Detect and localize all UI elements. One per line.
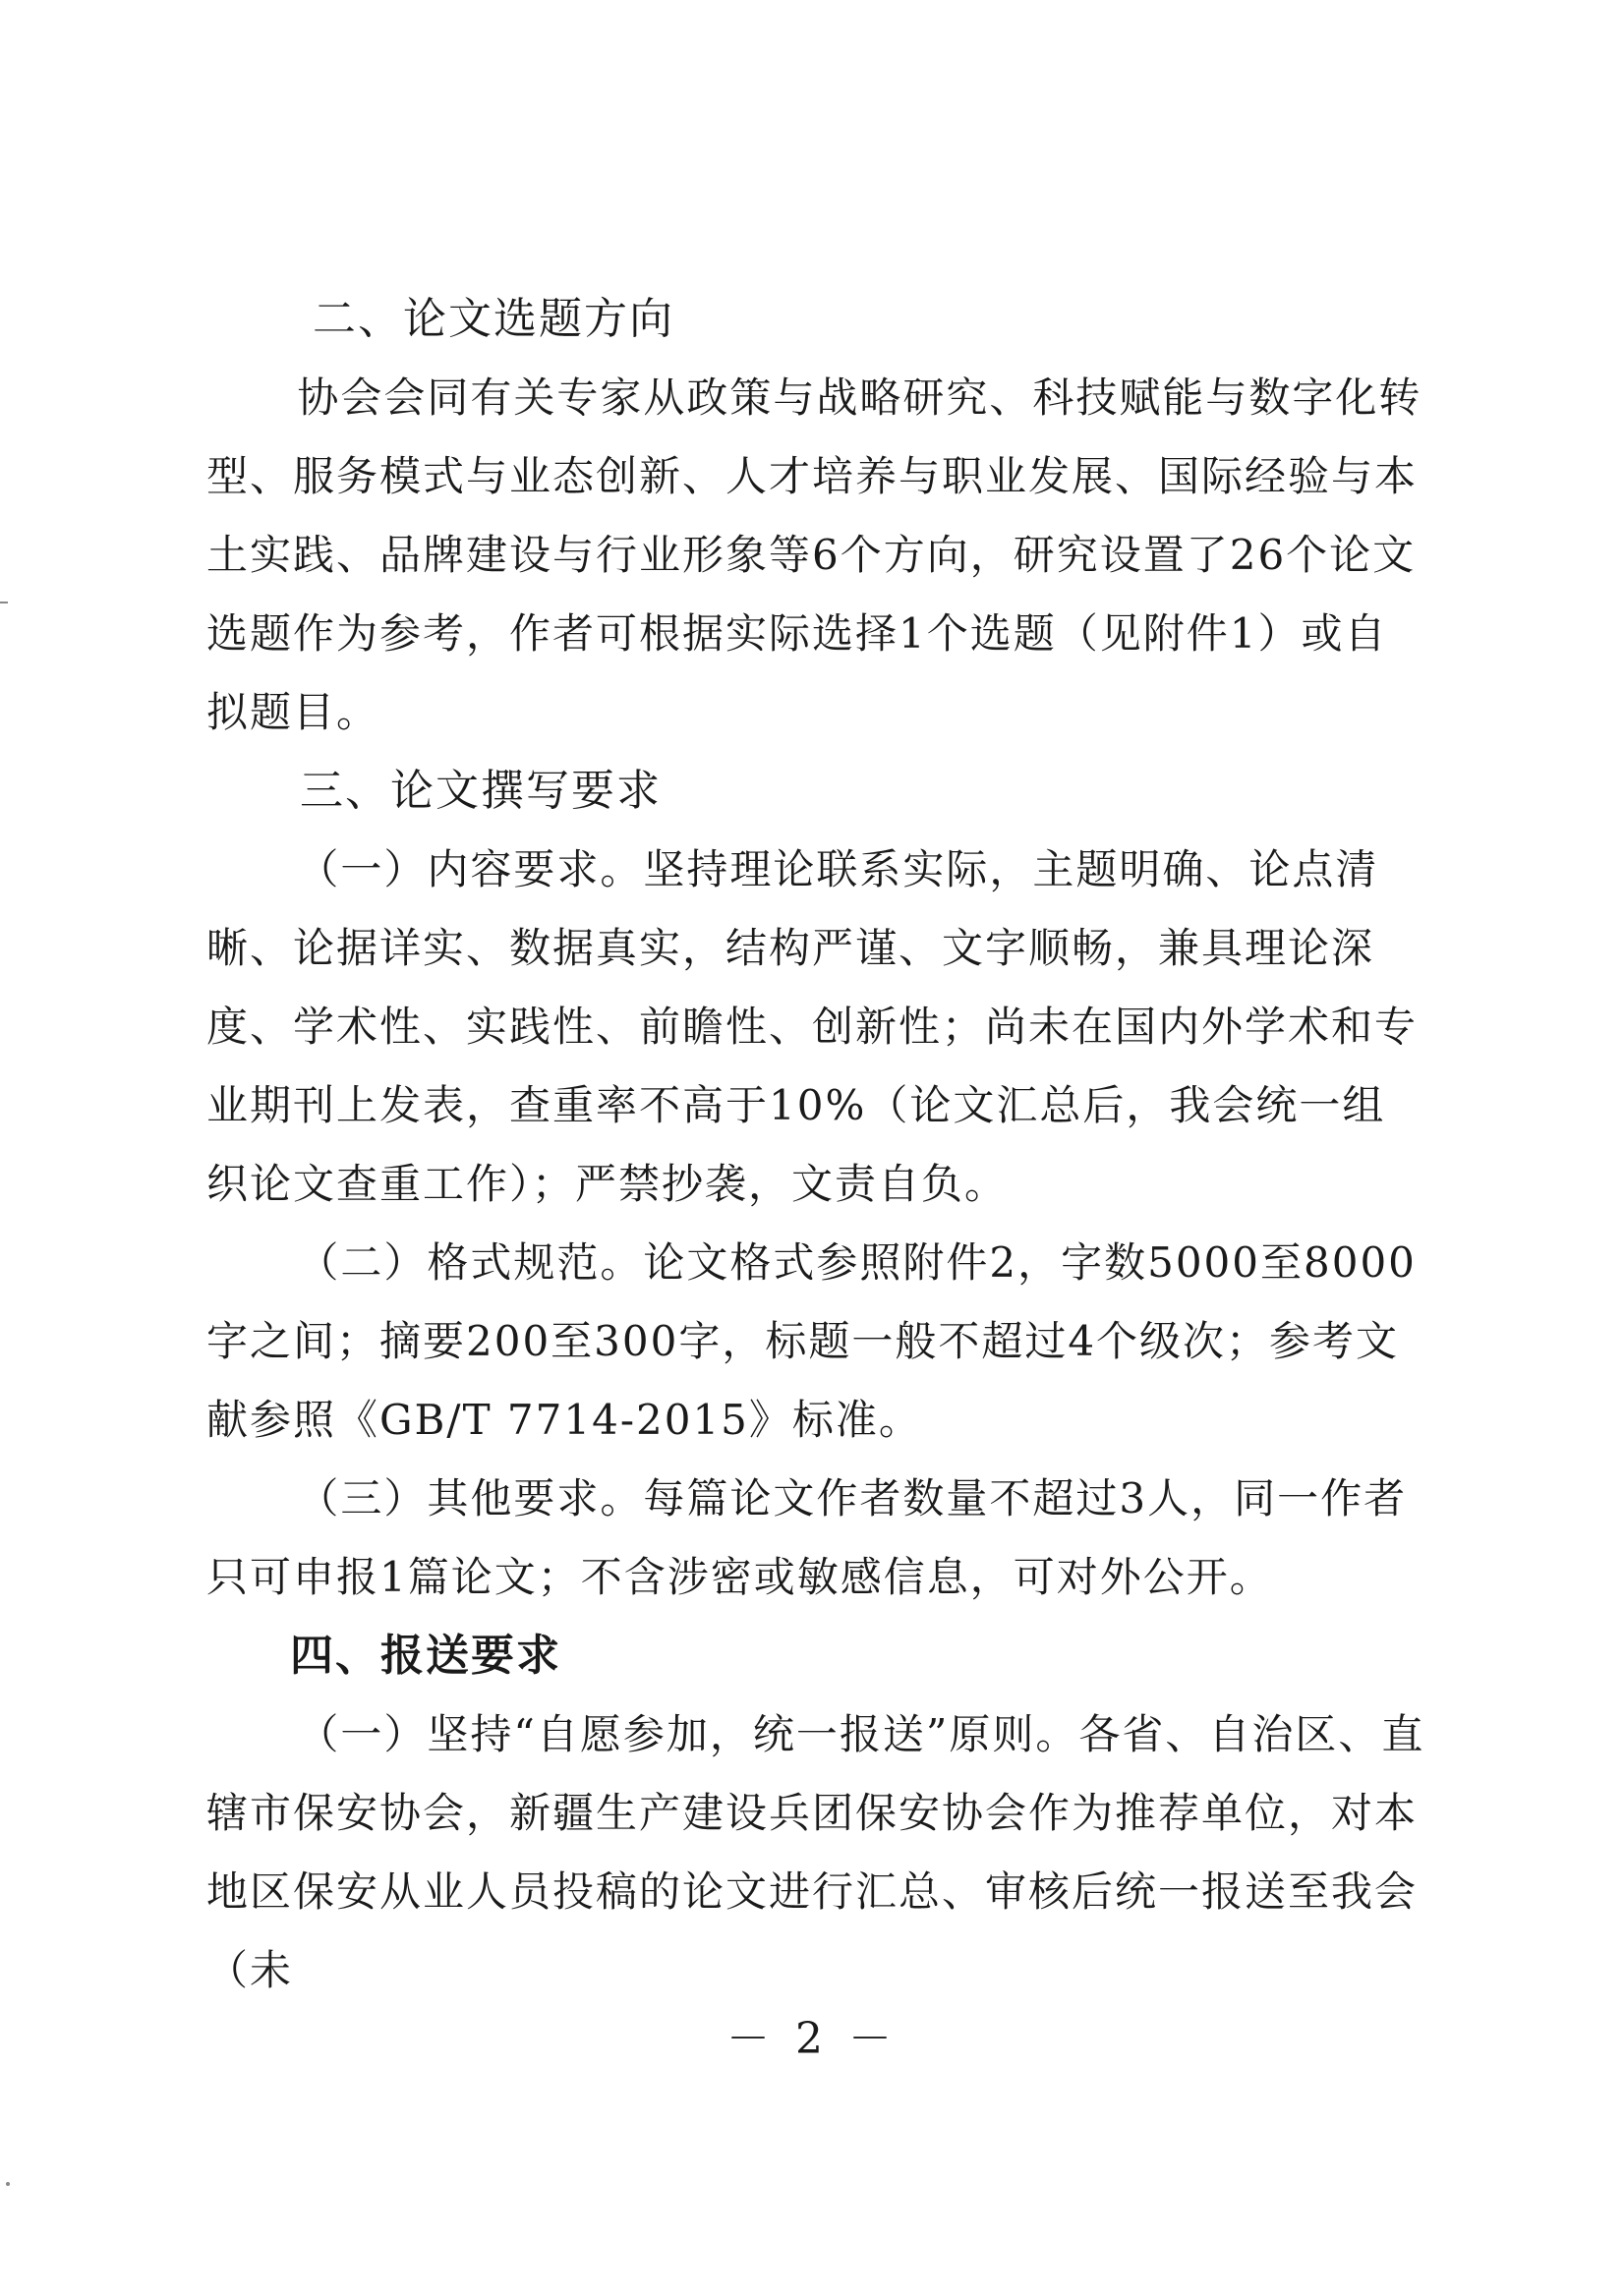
section-3-heading: 三、论文撰写要求	[300, 766, 662, 816]
section-2-heading: 二、论文选题方向	[313, 294, 674, 344]
section-4-item-1: （一）坚持“自愿参加，统一报送”原则。各省、自治区、直辖市保安协会，新疆生产建设兵团保安协会作为推荐单位，对本地区保安从业人员投稿的论文进行汇总、审核后统一报送至我会（未	[206, 1710, 1425, 1994]
scan-mark	[6, 2182, 10, 2186]
section-2-paragraph: 协会会同有关专家从政策与战略研究、科技赋能与数字化转型、服务模式与业态创新、人才培养与职业发展、国际经验与本土实践、品牌建设与行业形象等6个方向，研究设置了26个论文选题作为参考，作者可根据实际选择1个选题（见附件1）或自拟题目。	[206, 373, 1422, 736]
section-3-item-2-block	[206, 1224, 1425, 1460]
page-number: － 2 －	[726, 2014, 898, 2064]
section-3-item-3-block	[206, 1460, 1425, 1617]
section-4-heading: 四、报送要求	[290, 1631, 561, 1681]
section-3-item-3: （三）其他要求。每篇论文作者数量不超过3人，同一作者只可申报1篇论文；不含涉密或敏感信息，可对外公开。	[206, 1474, 1408, 1601]
scan-mark	[0, 602, 8, 603]
section-3-item-1: （一）内容要求。坚持理论联系实际，主题明确、论点清晰、论据详实、数据真实，结构严谨、文字顺畅，兼具理论深度、学术性、实践性、前瞻性、创新性；尚未在国内外学术和专业期刊上发表，查重率不高于10%（论文汇总后，我会统一组织论文查重工作）；严禁抄袭，文责自负。	[206, 845, 1419, 1208]
section-2-body-block	[206, 359, 1425, 752]
section-3-item-2: （二）格式规范。论文格式参照附件2，字数5000至8000字之间；摘要200至300字，标题一般不超过4个级次；参考文献参照《GB/T 7714-2015》标准。	[206, 1238, 1417, 1444]
section-3-item-1-block	[206, 831, 1425, 1224]
section-4-item-1-block	[206, 1695, 1425, 2010]
